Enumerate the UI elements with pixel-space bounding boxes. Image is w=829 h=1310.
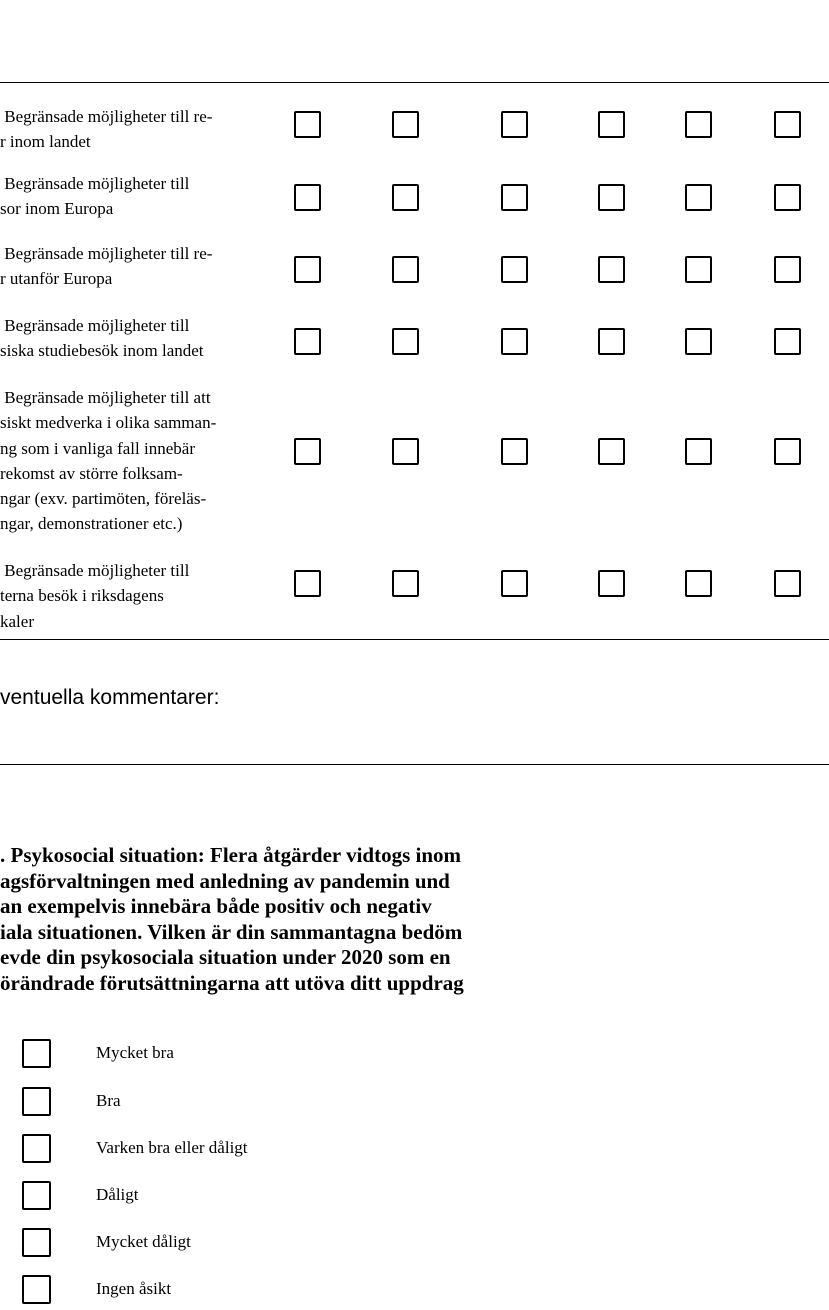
matrix-row-label <box>0 241 270 292</box>
matrix-row-label-line: sor inom Europa <box>0 199 114 219</box>
matrix-row-label-line: Begränsade möjligheter till <box>0 561 190 580</box>
matrix-checkbox-r6-c5[interactable] <box>685 570 712 597</box>
comments-label: ventuella kommentarer: <box>0 686 220 709</box>
matrix-checkbox-r4-c6[interactable] <box>774 328 801 355</box>
matrix-checkbox-r4-c1[interactable] <box>294 328 321 355</box>
matrix-checkbox-r2-c2[interactable] <box>392 184 419 211</box>
matrix-checkbox-r5-c1[interactable] <box>294 438 321 465</box>
matrix-bottom-rule <box>0 639 829 640</box>
matrix-checkbox-r2-c3[interactable] <box>501 184 528 211</box>
matrix-checkbox-r1-c3[interactable] <box>501 111 528 138</box>
matrix-checkbox-r3-c2[interactable] <box>392 256 419 283</box>
matrix-checkbox-r3-c5[interactable] <box>685 256 712 283</box>
matrix-checkbox-r4-c5[interactable] <box>685 328 712 355</box>
option-checkbox-5[interactable] <box>22 1228 51 1257</box>
matrix-checkbox-r6-c1[interactable] <box>294 570 321 597</box>
matrix-checkbox-r3-c4[interactable] <box>598 256 625 283</box>
option-label-1: Mycket bra <box>96 1043 174 1062</box>
matrix-checkbox-r3-c3[interactable] <box>501 256 528 283</box>
question-line: örändrade förutsättningarna att utöva ditt uppdrag <box>0 970 464 995</box>
matrix-checkbox-r1-c5[interactable] <box>685 111 712 138</box>
matrix-checkbox-r6-c3[interactable] <box>501 570 528 597</box>
question-text <box>0 843 534 996</box>
matrix-checkbox-r4-c3[interactable] <box>501 328 528 355</box>
question-line: evde din psykosociala situation under 2020 som en <box>0 945 451 969</box>
matrix-checkbox-r5-c5[interactable] <box>685 438 712 465</box>
matrix-checkbox-r5-c2[interactable] <box>392 438 419 465</box>
matrix-checkbox-r6-c2[interactable] <box>392 570 419 597</box>
question-line: . Psykosocial situation: Flera åtgärder vidtogs inom <box>0 843 462 867</box>
matrix-row-label-line: rekomst av större folksam- <box>0 463 183 483</box>
option-checkbox-4[interactable] <box>22 1181 51 1210</box>
option-label-2: Bra <box>96 1091 121 1110</box>
matrix-row-label <box>0 104 270 155</box>
matrix-row-label <box>0 171 270 222</box>
option-label-3: Varken bra eller dåligt <box>96 1138 248 1157</box>
matrix-row-label-line: ngar (exv. partimöten, föreläs- <box>0 489 207 509</box>
matrix-checkbox-r6-c4[interactable] <box>598 570 625 597</box>
matrix-checkbox-r2-c5[interactable] <box>685 184 712 211</box>
matrix-row-label <box>0 558 270 634</box>
matrix-row-label-line: r inom landet <box>0 132 91 152</box>
matrix-checkbox-r4-c2[interactable] <box>392 328 419 355</box>
matrix-checkbox-r3-c6[interactable] <box>774 256 801 283</box>
matrix-checkbox-r5-c4[interactable] <box>598 438 625 465</box>
matrix-row-label-line: terna besök i riksdagens <box>0 586 164 606</box>
matrix-row-label <box>0 313 270 364</box>
matrix-row-label-line: Begränsade möjligheter till re- <box>0 107 213 126</box>
matrix-checkbox-r5-c6[interactable] <box>774 438 801 465</box>
matrix-row-label <box>0 385 270 537</box>
matrix-row-label-line: Begränsade möjligheter till re- <box>0 244 213 263</box>
matrix-checkbox-r2-c1[interactable] <box>294 184 321 211</box>
matrix-row-label-line: siskt medverka i olika samman- <box>0 413 217 433</box>
option-checkbox-1[interactable] <box>22 1039 51 1068</box>
matrix-row-label-line: ngar, demonstrationer etc.) <box>0 514 183 534</box>
matrix-checkbox-r6-c6[interactable] <box>774 570 801 597</box>
question-line: agsförvaltningen med anledning av pandemin und <box>0 868 450 893</box>
matrix-row-label-line: Begränsade möjligheter till <box>0 174 190 193</box>
option-label-6: Ingen åsikt <box>96 1279 172 1298</box>
matrix-row-label-line: Begränsade möjligheter till <box>0 316 190 335</box>
option-label-4: Dåligt <box>96 1185 139 1204</box>
matrix-row-label-line: r utanför Europa <box>0 269 113 289</box>
question-line: an exempelvis innebära både positiv och negativ <box>0 894 432 918</box>
matrix-checkbox-r2-c6[interactable] <box>774 184 801 211</box>
matrix-checkbox-r4-c4[interactable] <box>598 328 625 355</box>
option-checkbox-6[interactable] <box>22 1275 51 1304</box>
matrix-checkbox-r1-c2[interactable] <box>392 111 419 138</box>
matrix-checkbox-r5-c3[interactable] <box>501 438 528 465</box>
matrix-checkbox-r2-c4[interactable] <box>598 184 625 211</box>
matrix-checkbox-r1-c4[interactable] <box>598 111 625 138</box>
matrix-row-label-line: siska studiebesök inom landet <box>0 341 204 361</box>
comments-bottom-rule <box>0 764 829 765</box>
matrix-checkbox-r3-c1[interactable] <box>294 256 321 283</box>
matrix-checkbox-r1-c1[interactable] <box>294 111 321 138</box>
question-line: iala situationen. Vilken är din sammantagna bedöm <box>0 919 463 944</box>
matrix-row-label-line: Begränsade möjligheter till att <box>0 388 211 407</box>
matrix-row-label-line: ng som i vanliga fall innebär <box>0 438 195 458</box>
matrix-checkbox-r1-c6[interactable] <box>774 111 801 138</box>
matrix-row-label-line: kaler <box>0 611 34 631</box>
option-label-5: Mycket dåligt <box>96 1232 191 1251</box>
top-rule <box>0 82 829 83</box>
option-checkbox-3[interactable] <box>22 1134 51 1163</box>
option-checkbox-2[interactable] <box>22 1087 51 1116</box>
